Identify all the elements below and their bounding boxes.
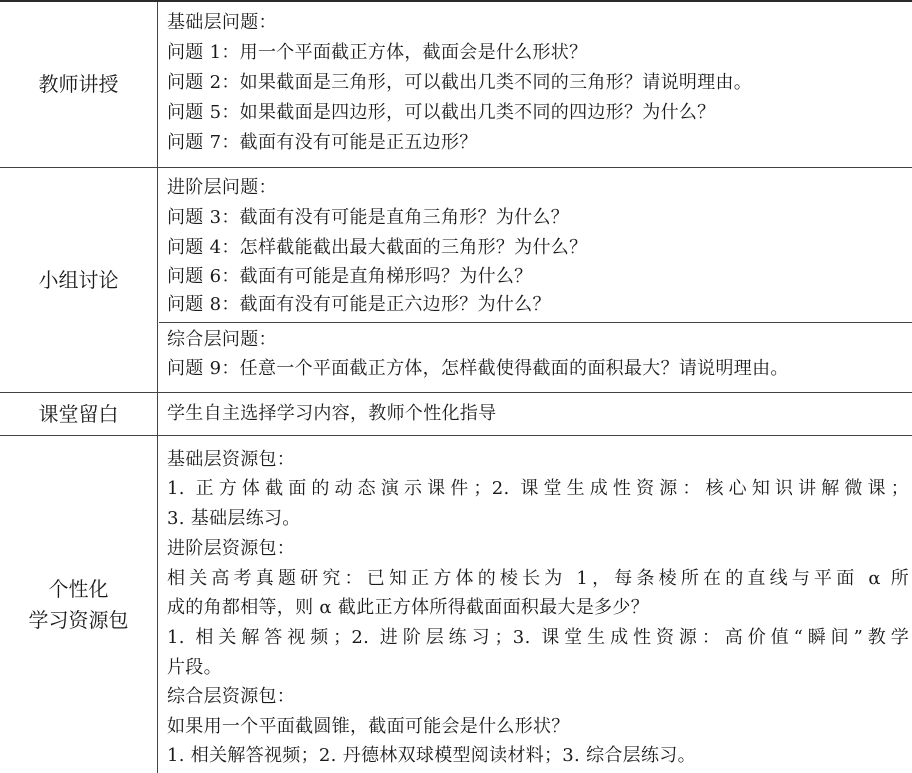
table-row-resource-pack [0,436,912,773]
row-label-text: 课堂留白 [38,401,119,426]
row-label [0,168,158,392]
content-line: 问题 9：任意一个平面截正方体，怎样截使得截面的面积最大？请说明理由。 [167,358,789,379]
content-line: 进阶层问题： [167,177,277,198]
row-content [159,436,912,773]
content-line: 如果用一个平面截圆锥，截面可能会是什么形状？ [167,716,570,737]
content-line: 问题 8：截面有没有可能是正六边形？为什么？ [167,294,551,315]
row-label [0,436,158,773]
row-label-text: 学习资源包 [28,607,129,632]
content-cell [159,322,912,392]
content-line: 问题 2：如果截面是三角形，可以截出几类不同的三角形？请说明理由。 [167,72,753,93]
content-line: 学生自主选择学习内容，教师个性化指导 [167,403,497,424]
row-content [159,393,912,435]
row-content [159,2,912,167]
content-cell [159,436,912,773]
table-row-teacher-lecture [0,2,912,168]
table-row-group-discussion [0,168,912,393]
content-line: 1. 相关解答视频；2. 进阶层练习；3. 课堂生成性资源：高价值“瞬间”教学 [167,627,909,648]
content-line: 问题 5：如果截面是四边形，可以截出几类不同的四边形？为什么？ [167,102,716,123]
content-line: 基础层资源包： [167,449,296,470]
content-line: 3. 基础层练习。 [167,508,301,529]
row-label-text: 个性化 [48,576,109,601]
row-label [0,393,158,435]
content-line: 基础层问题： [167,12,277,33]
content-cell [159,2,912,167]
content-cell [159,393,912,435]
content-line: 片段。 [167,657,222,678]
content-line: 问题 1：用一个平面截正方体，截面会是什么形状？ [167,42,588,63]
content-line: 问题 3：截面有没有可能是直角三角形？为什么？ [167,207,570,228]
content-line: 综合层资源包： [167,686,296,707]
content-cell [159,168,912,322]
content-line: 综合层问题： [167,329,277,350]
row-content [159,168,912,392]
content-line: 进阶层资源包： [167,538,296,559]
row-label-text: 教师讲授 [38,72,119,96]
content-line: 问题 7：截面有没有可能是正五边形？ [167,132,478,153]
content-line: 成的角都相等，则 α 截此正方体所得截面面积最大是多少？ [167,597,649,618]
content-line: 1. 相关解答视频；2. 丹德林双球模型阅读材料；3. 综合层练习。 [167,745,696,766]
row-label [0,2,158,167]
table-row-class-blank [0,393,912,436]
content-line: 相关高考真题研究：已知正方体的棱长为 1，每条棱所在的直线与平面 α 所 [167,568,909,589]
content-line: 问题 4：怎样截能截出最大截面的三角形？为什么？ [167,237,588,258]
content-line: 问题 6：截面有可能是直角梯形吗？为什么？ [167,266,533,287]
row-label-text: 小组讨论 [38,267,119,292]
content-line: 1. 正方体截面的动态演示课件；2. 课堂生成性资源：核心知识讲解微课； [167,478,909,499]
